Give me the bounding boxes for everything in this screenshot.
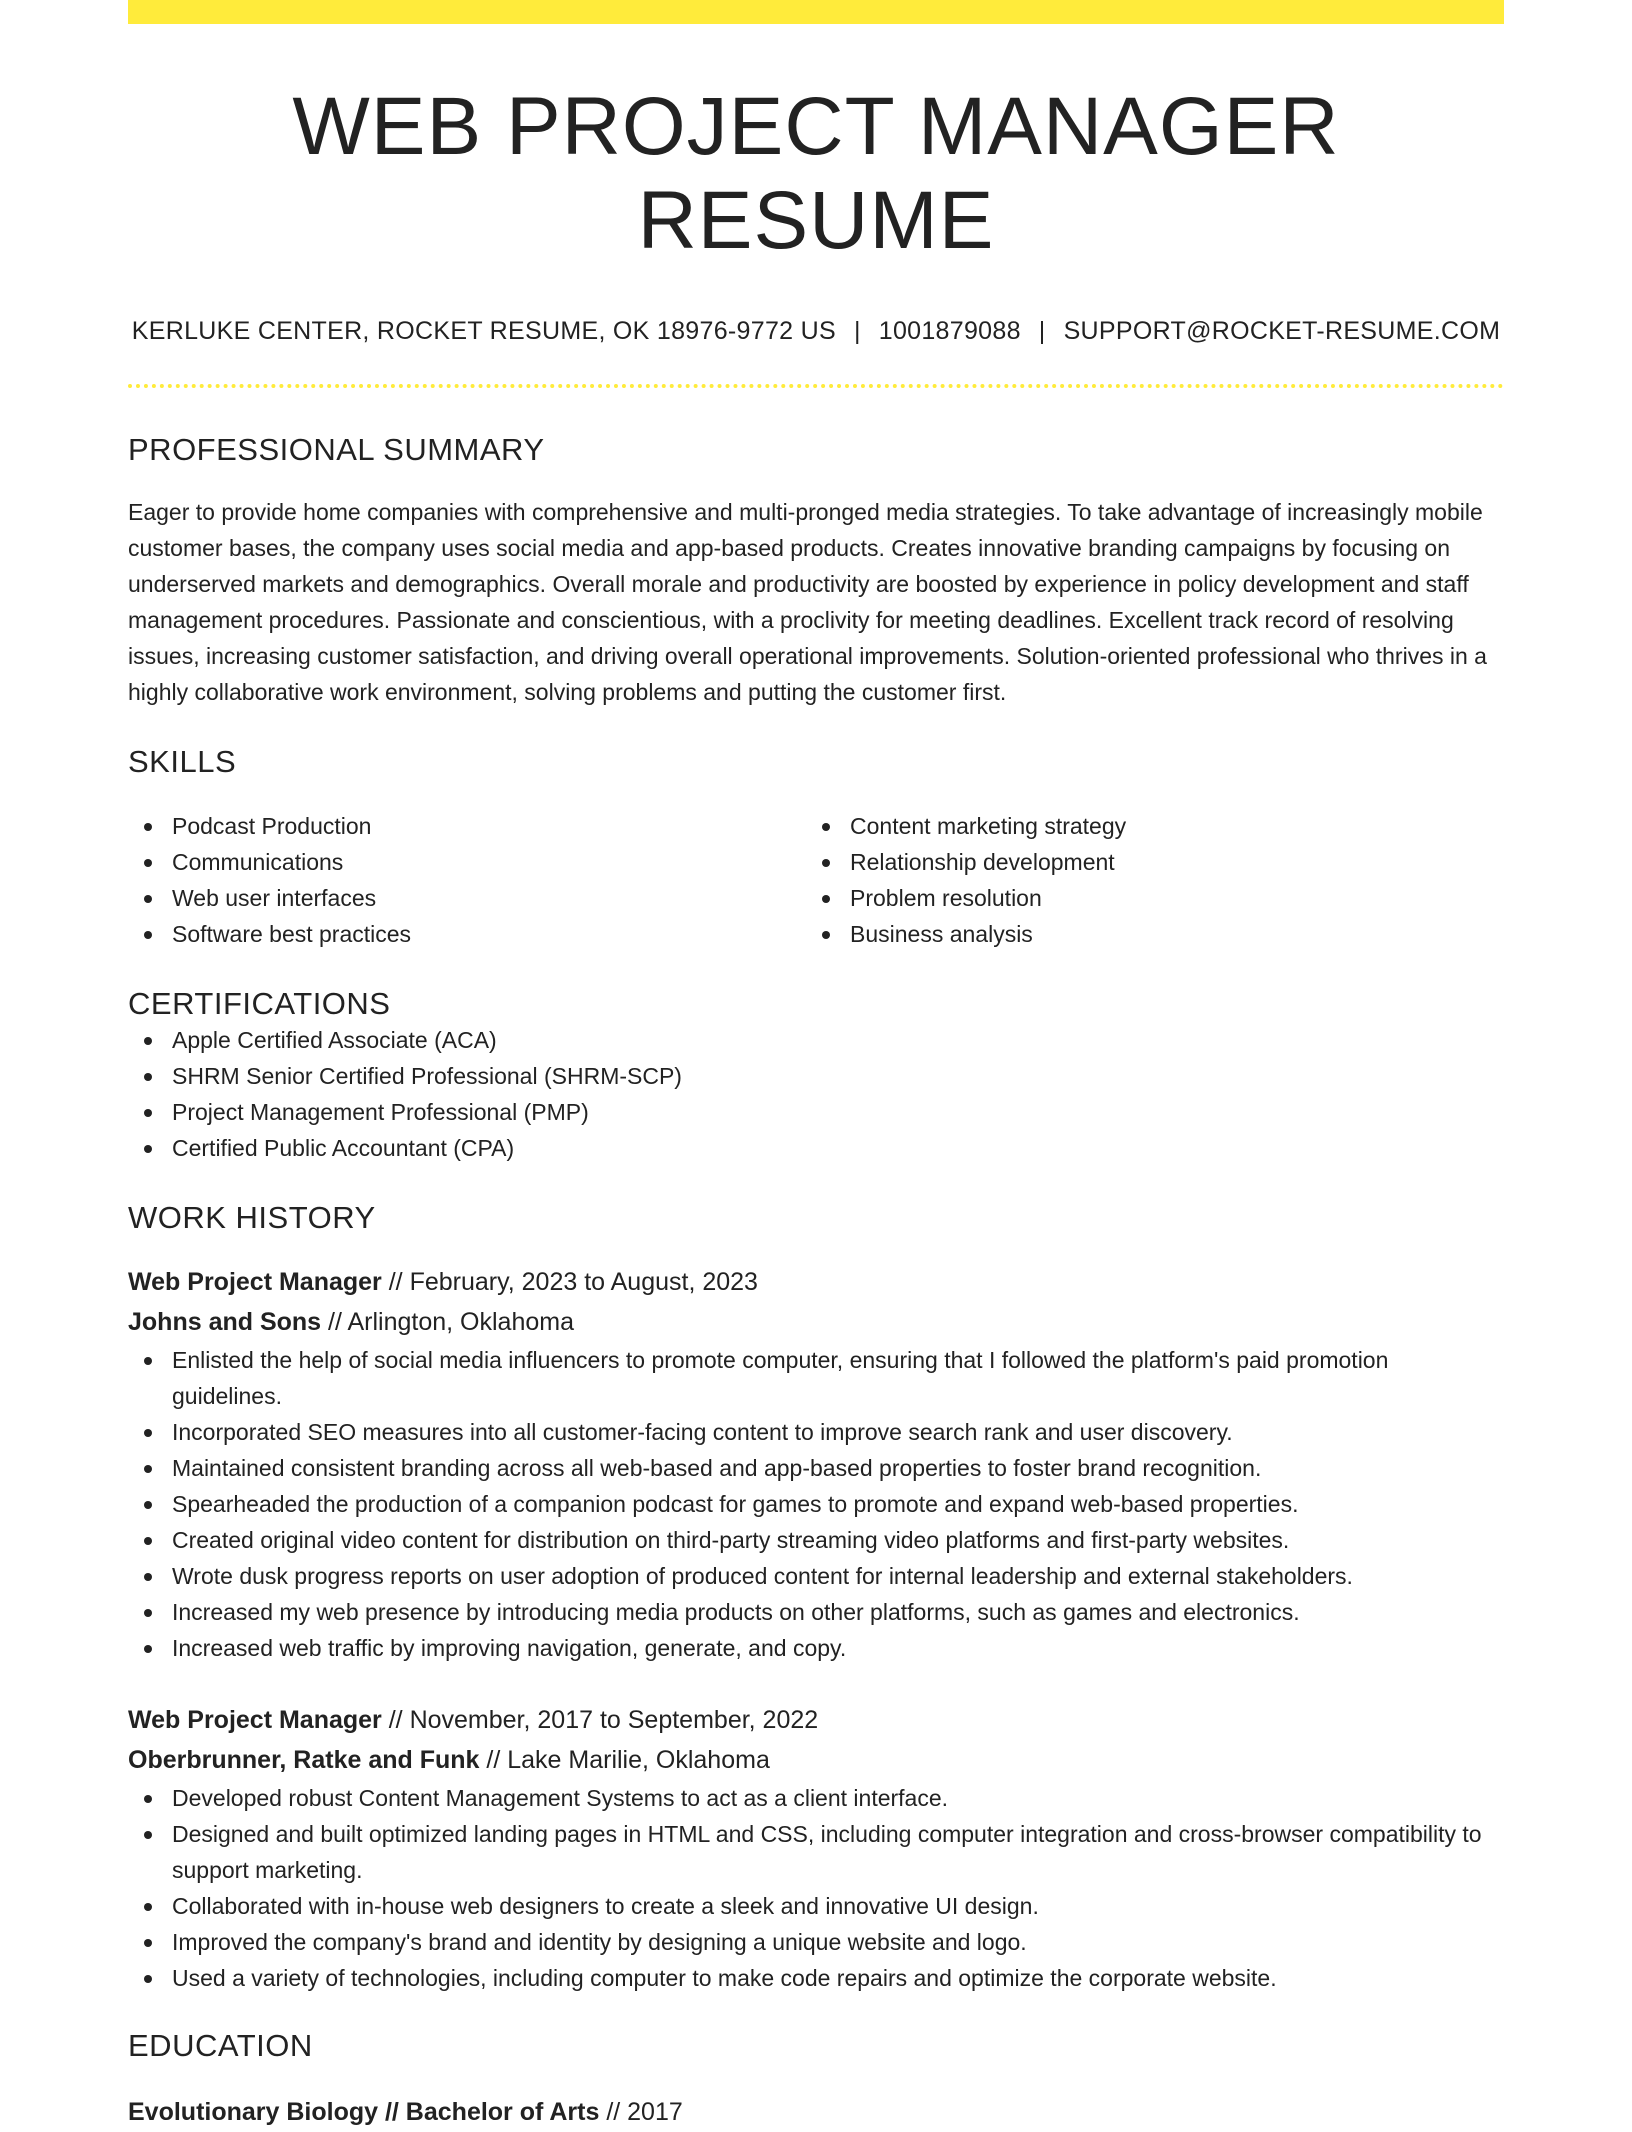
contact-email: SUPPORT@ROCKET-RESUME.COM: [1063, 316, 1501, 345]
certification-item: Certified Public Accountant (CPA): [172, 1130, 1504, 1166]
bullet-icon: [144, 1573, 152, 1581]
bullet-icon: [144, 1939, 152, 1947]
bullet-icon: [144, 1609, 152, 1617]
job-location: // Lake Marilie, Oklahoma: [479, 1745, 770, 1774]
bullet-icon: [144, 1109, 152, 1117]
bullet-icon: [144, 1429, 152, 1437]
skills-column-left: [128, 808, 806, 952]
job-bullet: Developed robust Content Management Systems to act as a client interface.: [172, 1780, 1504, 1816]
job-bullet: Wrote dusk progress reports on user adoption of produced content for internal leadership and external stakeholders.: [172, 1558, 1504, 1594]
bullet-icon: [144, 1145, 152, 1153]
job-bullet: Increased my web presence by introducing media products on other platforms, such as games and electronics.: [172, 1594, 1504, 1630]
job-company-line: [128, 1740, 1504, 1780]
education-heading: EDUCATION: [128, 2027, 313, 2063]
job-company-line: [128, 1302, 1504, 1342]
skill-item: Business analysis: [850, 916, 1484, 952]
bullet-icon: [822, 823, 830, 831]
summary-heading: PROFESSIONAL SUMMARY: [128, 431, 545, 467]
job-entry: [128, 1262, 1504, 1666]
skill-item: Software best practices: [172, 916, 806, 952]
bullet-icon: [144, 1037, 152, 1045]
education-year: // 2017: [599, 2097, 683, 2126]
certification-item: Apple Certified Associate (ACA): [172, 1022, 1504, 1058]
contact-address: KERLUKE CENTER, ROCKET RESUME, OK 18976-9772 US: [131, 316, 836, 345]
summary-text: Eager to provide home companies with comprehensive and multi-pronged media strategies. To take advantage of increasingly mobile customer bases, the company uses social media and app-based products. Creates innovative branding campaigns by focusing on underserved markets and demographics. Overall morale and productivity are boosted by experience in policy development and staff management procedures. Passionate and conscientious, with a proclivity for meeting deadlines. Excellent track record of resolving issues, increasing customer satisfaction, and driving overall operational improvements. Solution-oriented professional who thrives in a highly collaborative work environment, solving problems and putting the customer first.: [128, 498, 1487, 705]
certification-item: SHRM Senior Certified Professional (SHRM-SCP): [172, 1058, 1504, 1094]
skill-item: Relationship development: [850, 844, 1484, 880]
job-company: Johns and Sons: [128, 1307, 322, 1336]
job-company: Oberbrunner, Ratke and Funk: [128, 1745, 480, 1774]
job-title: Web Project Manager: [128, 1705, 382, 1734]
job-title-line: [128, 1700, 1504, 1740]
bullet-icon: [144, 931, 152, 939]
job-bullet: Enlisted the help of social media influencers to promote computer, ensuring that I followed the platform's paid promotion guidelines.: [172, 1342, 1504, 1414]
certifications-heading: CERTIFICATIONS: [128, 985, 391, 1021]
job-bullets: [128, 1780, 1504, 1996]
bullet-icon: [144, 1795, 152, 1803]
job-bullet: Incorporated SEO measures into all customer-facing content to improve search rank and user discovery.: [172, 1414, 1504, 1450]
job-bullet: Collaborated with in-house web designers to create a sleek and innovative UI design.: [172, 1888, 1504, 1924]
job-bullet: Used a variety of technologies, including computer to make code repairs and optimize the corporate website.: [172, 1960, 1504, 1996]
resume-page: [128, 0, 1504, 2132]
bullet-icon: [144, 1501, 152, 1509]
skill-item: Podcast Production: [172, 808, 806, 844]
skill-item: Problem resolution: [850, 880, 1484, 916]
skills-grid: [128, 808, 1504, 952]
bullet-icon: [144, 1975, 152, 1983]
work-history-heading: WORK HISTORY: [128, 1199, 376, 1235]
bullet-icon: [144, 823, 152, 831]
skill-item: Web user interfaces: [172, 880, 806, 916]
education-degree: Evolutionary Biology // Bachelor of Arts: [128, 2097, 600, 2126]
job-entry: [128, 1700, 1504, 1996]
contact-separator: |: [1038, 316, 1046, 345]
bullet-icon: [144, 895, 152, 903]
job-bullet: Maintained consistent branding across all web-based and app-based properties to foster brand recognition.: [172, 1450, 1504, 1486]
bullet-icon: [822, 931, 830, 939]
job-location: // Arlington, Oklahoma: [321, 1307, 574, 1336]
contact-phone: 1001879088: [878, 316, 1021, 345]
bullet-icon: [144, 1073, 152, 1081]
contact-line: [128, 317, 1504, 346]
accent-top-bar: [128, 0, 1504, 24]
certifications-list: [128, 1022, 1504, 1166]
bullet-icon: [144, 1831, 152, 1839]
certification-item: Project Management Professional (PMP): [172, 1094, 1504, 1130]
bullet-icon: [144, 859, 152, 867]
bullet-icon: [144, 1645, 152, 1653]
bullet-icon: [144, 1465, 152, 1473]
job-title-line: [128, 1262, 1504, 1302]
job-bullets: [128, 1342, 1504, 1666]
bullet-icon: [144, 1357, 152, 1365]
job-title: Web Project Manager: [128, 1267, 382, 1296]
dotted-divider: [128, 384, 1504, 388]
resume-title: WEB PROJECT MANAGER RESUME: [292, 81, 1340, 267]
job-bullet: Improved the company's brand and identity by designing a unique website and logo.: [172, 1924, 1504, 1960]
job-dates: // February, 2023 to August, 2023: [381, 1267, 758, 1296]
bullet-icon: [144, 1537, 152, 1545]
job-bullet: Spearheaded the production of a companion podcast for games to promote and expand web-based properties.: [172, 1486, 1504, 1522]
skill-item: Content marketing strategy: [850, 808, 1484, 844]
contact-separator: |: [853, 316, 861, 345]
bullet-icon: [822, 895, 830, 903]
skills-heading: SKILLS: [128, 743, 237, 779]
job-bullet: Created original video content for distribution on third-party streaming video platforms and first-party websites.: [172, 1522, 1504, 1558]
job-bullet: Designed and built optimized landing pages in HTML and CSS, including computer integration and cross-browser compatibility to support marketing.: [172, 1816, 1504, 1888]
skills-column-right: [806, 808, 1484, 952]
job-bullet: Increased web traffic by improving navigation, generate, and copy.: [172, 1630, 1504, 1666]
job-dates: // November, 2017 to September, 2022: [381, 1705, 819, 1734]
bullet-icon: [144, 1903, 152, 1911]
skill-item: Communications: [172, 844, 806, 880]
bullet-icon: [822, 859, 830, 867]
